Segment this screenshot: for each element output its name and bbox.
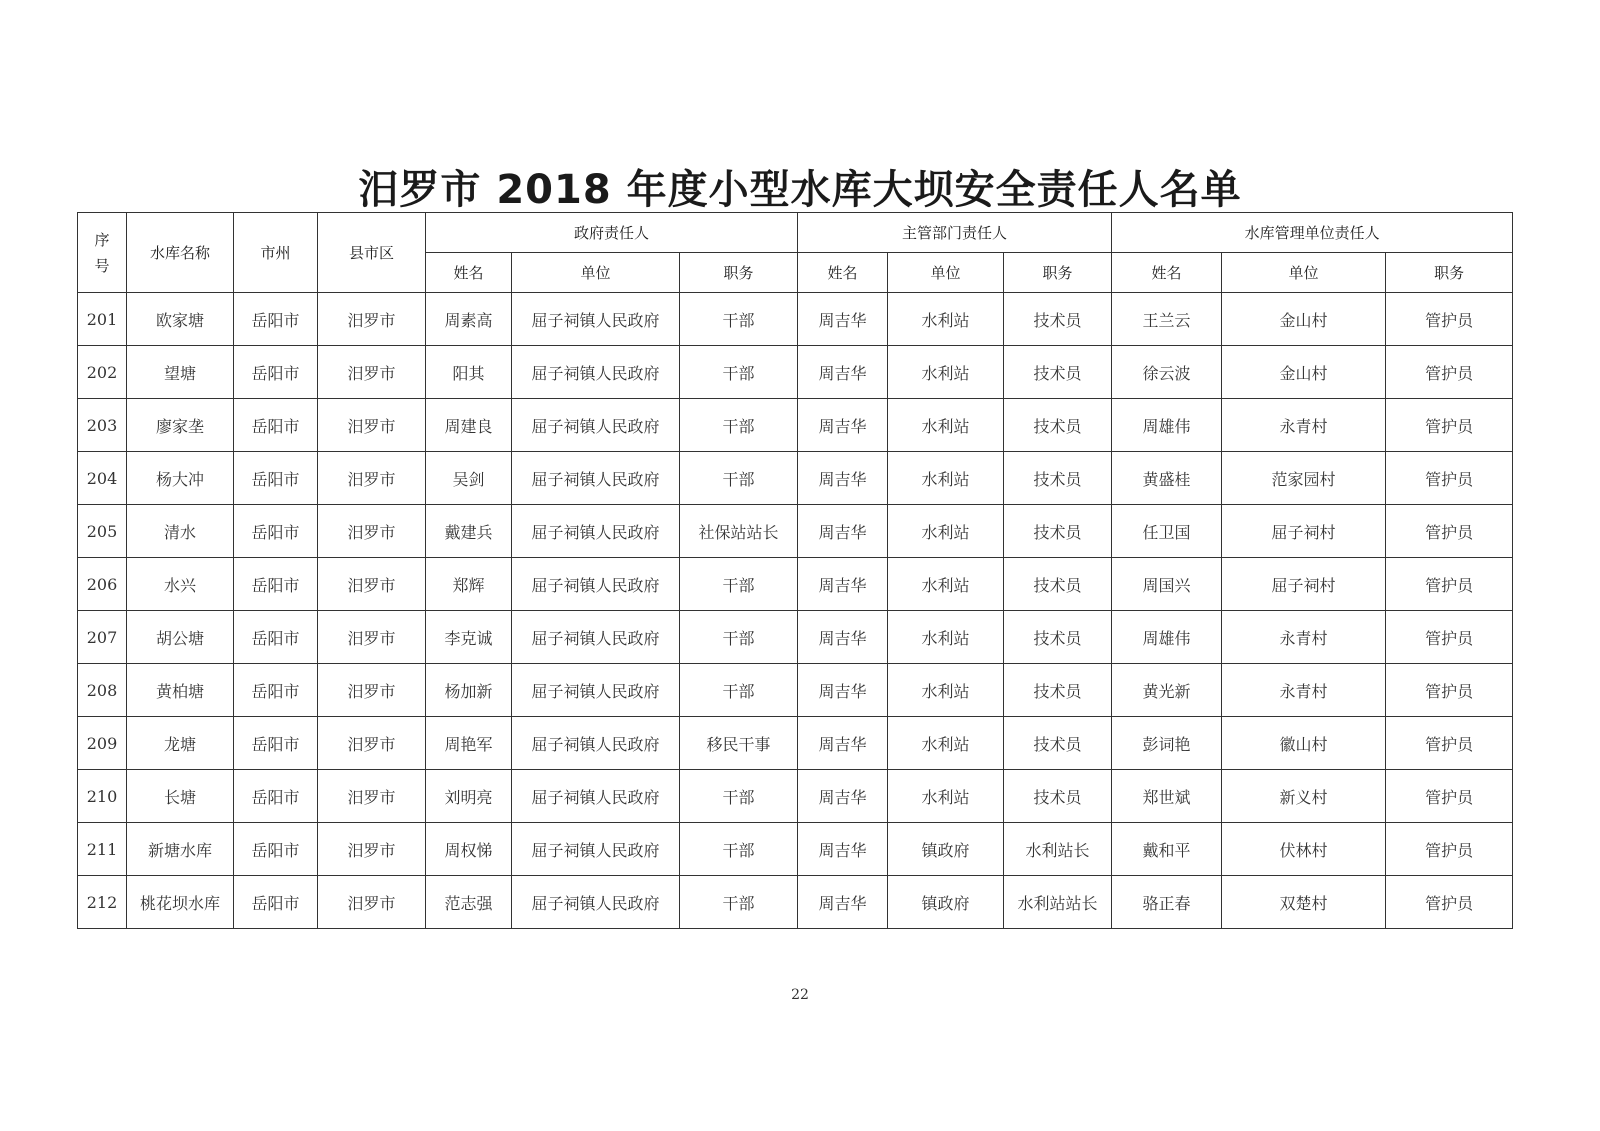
page-title: 汨罗市 2018 年度小型水库大坝安全责任人名单 [358,167,1242,213]
header-reservoir-name: 水库名称 [127,213,234,293]
cell-mgmt-name: 徐云波 [1112,346,1222,399]
header-group-government: 政府责任人 [426,213,798,253]
cell-mgmt-unit: 新义村 [1222,770,1386,823]
cell-city: 岳阳市 [234,664,318,717]
header-dept-name: 姓名 [798,253,888,293]
cell-gov-name: 杨加新 [426,664,512,717]
header-dept-position: 职务 [1004,253,1112,293]
table-row [78,611,1513,664]
cell-county: 汨罗市 [318,399,426,452]
cell-dept-name: 周吉华 [798,346,888,399]
header-gov-name: 姓名 [426,253,512,293]
cell-gov-name: 李克诚 [426,611,512,664]
cell-county: 汨罗市 [318,876,426,929]
cell-seq: 210 [78,770,127,823]
cell-gov-unit: 屈子祠镇人民政府 [512,452,680,505]
cell-seq: 212 [78,876,127,929]
cell-reservoir-name: 水兴 [127,558,234,611]
cell-dept-name: 周吉华 [798,770,888,823]
cell-dept-position: 技术员 [1004,399,1112,452]
cell-mgmt-name: 周雄伟 [1112,611,1222,664]
cell-mgmt-position: 管护员 [1386,505,1513,558]
cell-reservoir-name: 胡公塘 [127,611,234,664]
table-row [78,505,1513,558]
cell-county: 汨罗市 [318,611,426,664]
cell-gov-position: 干部 [680,558,798,611]
cell-mgmt-unit: 范家园村 [1222,452,1386,505]
cell-gov-unit: 屈子祠镇人民政府 [512,611,680,664]
responsibility-table [77,212,1513,929]
cell-gov-unit: 屈子祠镇人民政府 [512,505,680,558]
cell-gov-position: 干部 [680,452,798,505]
cell-gov-unit: 屈子祠镇人民政府 [512,346,680,399]
cell-mgmt-name: 彭词艳 [1112,717,1222,770]
cell-gov-unit: 屈子祠镇人民政府 [512,770,680,823]
cell-county: 汨罗市 [318,558,426,611]
cell-dept-position: 技术员 [1004,611,1112,664]
cell-mgmt-position: 管护员 [1386,558,1513,611]
cell-city: 岳阳市 [234,770,318,823]
cell-seq: 201 [78,293,127,346]
cell-dept-name: 周吉华 [798,664,888,717]
cell-mgmt-position: 管护员 [1386,717,1513,770]
header-mgmt-position: 职务 [1386,253,1513,293]
cell-reservoir-name: 欧家塘 [127,293,234,346]
cell-dept-unit: 水利站 [888,505,1004,558]
cell-dept-unit: 水利站 [888,399,1004,452]
cell-gov-position: 干部 [680,664,798,717]
cell-reservoir-name: 望塘 [127,346,234,399]
cell-mgmt-position: 管护员 [1386,823,1513,876]
cell-city: 岳阳市 [234,558,318,611]
cell-reservoir-name: 黄柏塘 [127,664,234,717]
cell-dept-position: 技术员 [1004,664,1112,717]
cell-mgmt-unit: 徽山村 [1222,717,1386,770]
cell-county: 汨罗市 [318,293,426,346]
cell-reservoir-name: 龙塘 [127,717,234,770]
cell-reservoir-name: 长塘 [127,770,234,823]
cell-reservoir-name: 杨大冲 [127,452,234,505]
cell-gov-unit: 屈子祠镇人民政府 [512,293,680,346]
header-mgmt-unit: 单位 [1222,253,1386,293]
cell-gov-position: 干部 [680,399,798,452]
cell-dept-unit: 水利站 [888,664,1004,717]
cell-mgmt-name: 黄盛桂 [1112,452,1222,505]
cell-reservoir-name: 廖家垄 [127,399,234,452]
cell-dept-name: 周吉华 [798,505,888,558]
cell-dept-position: 技术员 [1004,558,1112,611]
cell-seq: 204 [78,452,127,505]
cell-gov-name: 戴建兵 [426,505,512,558]
cell-reservoir-name: 清水 [127,505,234,558]
cell-dept-name: 周吉华 [798,717,888,770]
table-row [78,452,1513,505]
cell-dept-position: 技术员 [1004,452,1112,505]
cell-dept-unit: 水利站 [888,611,1004,664]
cell-seq: 203 [78,399,127,452]
cell-city: 岳阳市 [234,293,318,346]
cell-gov-name: 周建良 [426,399,512,452]
cell-county: 汨罗市 [318,664,426,717]
cell-dept-unit: 水利站 [888,717,1004,770]
cell-seq: 208 [78,664,127,717]
cell-city: 岳阳市 [234,452,318,505]
cell-reservoir-name: 桃花坝水库 [127,876,234,929]
header-seq [78,213,127,293]
cell-gov-unit: 屈子祠镇人民政府 [512,717,680,770]
cell-dept-unit: 水利站 [888,346,1004,399]
table-row [78,346,1513,399]
cell-mgmt-position: 管护员 [1386,611,1513,664]
cell-county: 汨罗市 [318,346,426,399]
cell-mgmt-position: 管护员 [1386,876,1513,929]
cell-gov-name: 吴剑 [426,452,512,505]
cell-dept-name: 周吉华 [798,611,888,664]
cell-dept-unit: 镇政府 [888,876,1004,929]
header-seq-line1: 序 [94,230,110,249]
cell-gov-position: 社保站站长 [680,505,798,558]
cell-gov-position: 干部 [680,293,798,346]
cell-dept-name: 周吉华 [798,823,888,876]
cell-dept-unit: 水利站 [888,293,1004,346]
cell-gov-position: 干部 [680,611,798,664]
table-row [78,876,1513,929]
cell-gov-name: 周艳军 [426,717,512,770]
cell-dept-position: 水利站站长 [1004,876,1112,929]
cell-city: 岳阳市 [234,346,318,399]
cell-mgmt-unit: 伏林村 [1222,823,1386,876]
cell-seq: 211 [78,823,127,876]
header-row-groups [78,213,1513,253]
header-group-management: 水库管理单位责任人 [1112,213,1513,253]
cell-county: 汨罗市 [318,823,426,876]
cell-city: 岳阳市 [234,823,318,876]
cell-mgmt-unit: 金山村 [1222,346,1386,399]
cell-seq: 205 [78,505,127,558]
header-city: 市州 [234,213,318,293]
cell-mgmt-unit: 双楚村 [1222,876,1386,929]
cell-gov-unit: 屈子祠镇人民政府 [512,558,680,611]
cell-gov-position: 干部 [680,876,798,929]
cell-mgmt-position: 管护员 [1386,664,1513,717]
cell-mgmt-unit: 屈子祠村 [1222,558,1386,611]
table-row [78,558,1513,611]
cell-city: 岳阳市 [234,611,318,664]
table-row [78,293,1513,346]
cell-gov-unit: 屈子祠镇人民政府 [512,823,680,876]
cell-mgmt-name: 周国兴 [1112,558,1222,611]
cell-dept-name: 周吉华 [798,399,888,452]
cell-dept-unit: 镇政府 [888,823,1004,876]
cell-city: 岳阳市 [234,505,318,558]
cell-seq: 202 [78,346,127,399]
header-group-department: 主管部门责任人 [798,213,1112,253]
cell-mgmt-position: 管护员 [1386,452,1513,505]
cell-seq: 207 [78,611,127,664]
cell-seq: 206 [78,558,127,611]
cell-city: 岳阳市 [234,399,318,452]
cell-county: 汨罗市 [318,717,426,770]
cell-dept-name: 周吉华 [798,558,888,611]
cell-gov-name: 范志强 [426,876,512,929]
cell-mgmt-unit: 永青村 [1222,611,1386,664]
cell-gov-name: 阳其 [426,346,512,399]
cell-county: 汨罗市 [318,770,426,823]
cell-mgmt-name: 戴和平 [1112,823,1222,876]
cell-dept-position: 技术员 [1004,717,1112,770]
cell-gov-unit: 屈子祠镇人民政府 [512,399,680,452]
cell-dept-name: 周吉华 [798,293,888,346]
cell-mgmt-unit: 屈子祠村 [1222,505,1386,558]
cell-gov-name: 周素高 [426,293,512,346]
cell-gov-name: 周权悌 [426,823,512,876]
cell-dept-position: 技术员 [1004,346,1112,399]
header-county: 县市区 [318,213,426,293]
cell-dept-unit: 水利站 [888,558,1004,611]
cell-dept-unit: 水利站 [888,452,1004,505]
cell-county: 汨罗市 [318,505,426,558]
table-row [78,717,1513,770]
cell-mgmt-name: 骆正春 [1112,876,1222,929]
cell-mgmt-unit: 永青村 [1222,399,1386,452]
table-row [78,664,1513,717]
cell-mgmt-unit: 永青村 [1222,664,1386,717]
table-row [78,399,1513,452]
cell-mgmt-name: 任卫国 [1112,505,1222,558]
cell-dept-name: 周吉华 [798,876,888,929]
cell-mgmt-position: 管护员 [1386,399,1513,452]
table-row [78,770,1513,823]
cell-dept-position: 技术员 [1004,770,1112,823]
cell-mgmt-name: 郑世斌 [1112,770,1222,823]
cell-mgmt-unit: 金山村 [1222,293,1386,346]
header-dept-unit: 单位 [888,253,1004,293]
header-gov-position: 职务 [680,253,798,293]
cell-mgmt-position: 管护员 [1386,293,1513,346]
cell-gov-position: 干部 [680,770,798,823]
table-row [78,823,1513,876]
page-number: 22 [791,987,809,1003]
cell-reservoir-name: 新塘水库 [127,823,234,876]
cell-mgmt-position: 管护员 [1386,770,1513,823]
cell-dept-position: 技术员 [1004,293,1112,346]
table-body [78,293,1513,929]
cell-gov-unit: 屈子祠镇人民政府 [512,664,680,717]
cell-gov-position: 干部 [680,823,798,876]
cell-gov-position: 干部 [680,346,798,399]
cell-dept-position: 技术员 [1004,505,1112,558]
cell-city: 岳阳市 [234,876,318,929]
cell-gov-name: 郑辉 [426,558,512,611]
cell-gov-position: 移民干事 [680,717,798,770]
cell-seq: 209 [78,717,127,770]
cell-dept-name: 周吉华 [798,452,888,505]
cell-mgmt-position: 管护员 [1386,346,1513,399]
cell-gov-unit: 屈子祠镇人民政府 [512,876,680,929]
cell-dept-position: 水利站长 [1004,823,1112,876]
cell-city: 岳阳市 [234,717,318,770]
cell-county: 汨罗市 [318,452,426,505]
cell-mgmt-name: 王兰云 [1112,293,1222,346]
cell-mgmt-name: 黄光新 [1112,664,1222,717]
header-mgmt-name: 姓名 [1112,253,1222,293]
cell-mgmt-name: 周雄伟 [1112,399,1222,452]
header-seq-line2: 号 [94,256,110,275]
cell-dept-unit: 水利站 [888,770,1004,823]
header-gov-unit: 单位 [512,253,680,293]
cell-gov-name: 刘明亮 [426,770,512,823]
